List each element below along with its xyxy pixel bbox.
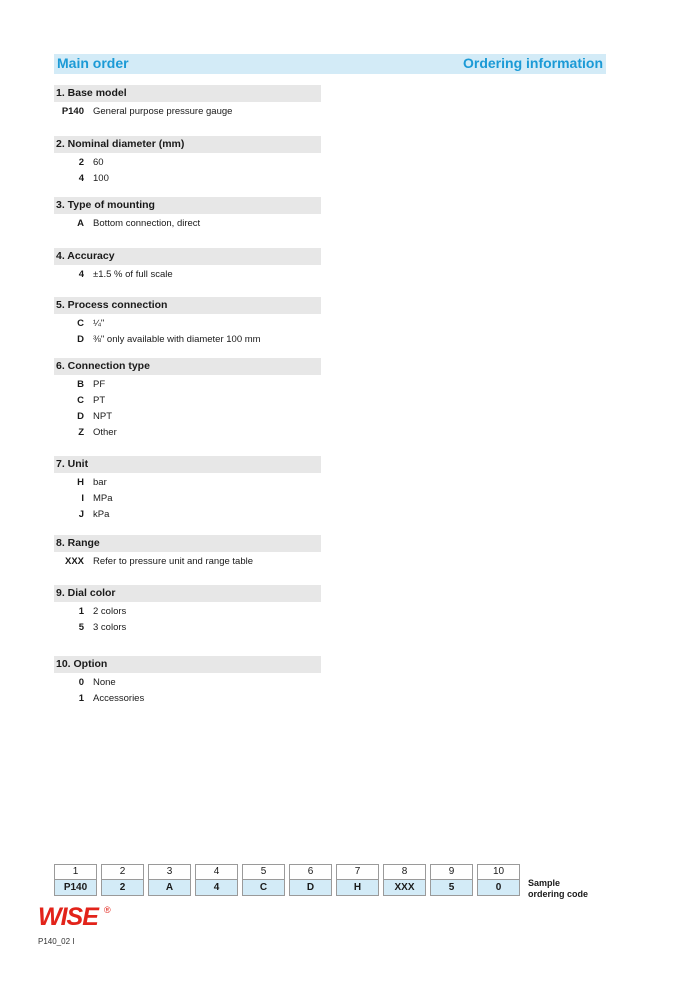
list-item [54,409,321,425]
section-connection-type [54,358,321,441]
section-title: 1. Base model [54,85,321,102]
section-unit [54,456,321,523]
option-code: B [77,379,84,390]
code-position: 1 [54,864,97,880]
list-item [54,104,321,120]
option-code: 1 [78,606,84,617]
code-column [54,864,97,896]
option-description: Accessories [93,693,145,704]
code-column [148,864,191,896]
code-column [336,864,379,896]
option-description: bar [93,477,107,488]
code-column [195,864,238,896]
option-code: A [77,218,84,229]
option-description: Bottom connection, direct [93,218,201,229]
section-title: 8. Range [54,535,321,552]
code-position: 3 [148,864,191,880]
section-accuracy [54,248,321,283]
option-code: C [77,318,84,329]
list-item [54,691,321,707]
list-item [54,171,321,187]
section-dial-color [54,585,321,636]
list-item [54,425,321,441]
option-description: 100 [93,173,109,184]
option-code: C [77,395,84,406]
code-column [477,864,520,896]
code-value: P140 [54,880,97,896]
ordering-information-title: Ordering information [463,55,603,71]
option-description: 60 [93,157,104,168]
list-item [54,267,321,283]
option-code: 4 [78,269,84,280]
main-order-header [54,54,606,74]
option-code: D [77,334,84,345]
section-base-model [54,85,321,120]
code-column [289,864,332,896]
list-item [54,216,321,232]
section-range [54,535,321,570]
option-description: Other [93,427,117,438]
list-item [54,491,321,507]
section-title: 2. Nominal diameter (mm) [54,136,321,153]
code-value: A [148,880,191,896]
sample-ordering-code-label [528,878,608,900]
section-title: 5. Process connection [54,297,321,314]
wise-logo [38,903,111,932]
list-item [54,316,321,332]
code-position: 4 [195,864,238,880]
section-title: 6. Connection type [54,358,321,375]
option-code: J [78,509,84,520]
option-code: Z [78,427,84,438]
section-option [54,656,321,707]
option-code: 5 [78,622,84,633]
option-description: 3 colors [93,622,127,633]
list-item [54,675,321,691]
code-value: 4 [195,880,238,896]
option-description: 2 colors [93,606,127,617]
option-description: MPa [93,493,113,504]
code-value: D [289,880,332,896]
section-title: 4. Accuracy [54,248,321,265]
option-code: H [77,477,84,488]
option-code: XXX [64,556,84,567]
code-value: 5 [430,880,473,896]
main-order-title: Main order [57,55,129,71]
section-nominal-diameter [54,136,321,187]
code-value: H [336,880,379,896]
list-item [54,393,321,409]
section-title: 10. Option [54,656,321,673]
code-position: 6 [289,864,332,880]
option-code: P140 [61,106,84,117]
option-code: I [81,493,84,504]
section-type-of-mounting [54,197,321,232]
option-description: General purpose pressure gauge [93,106,233,117]
option-description: ±1.5 % of full scale [93,269,173,280]
code-column [383,864,426,896]
code-position: 7 [336,864,379,880]
option-description: None [93,677,116,688]
list-item [54,475,321,491]
section-process-connection [54,297,321,348]
code-value: XXX [383,880,426,896]
sample-label-line1: Sample [528,878,561,888]
page-code: P140_02 I [38,937,75,946]
list-item [54,332,321,348]
code-value: 0 [477,880,520,896]
code-position: 8 [383,864,426,880]
option-description: PT [93,395,106,406]
code-position: 2 [101,864,144,880]
list-item [54,554,321,570]
section-title: 3. Type of mounting [54,197,321,214]
option-description: Refer to pressure unit and range table [93,556,254,567]
option-code: D [77,411,84,422]
code-value: C [242,880,285,896]
code-column [101,864,144,896]
option-code: 0 [78,677,84,688]
option-description: kPa [93,509,110,520]
code-column [242,864,285,896]
list-item [54,507,321,523]
option-code: 2 [78,157,84,168]
option-description: ¼" [93,318,105,329]
sample-label-line2: ordering code [528,889,589,899]
code-position: 5 [242,864,285,880]
option-description: NPT [93,411,112,422]
code-value: 2 [101,880,144,896]
option-code: 4 [78,173,84,184]
section-title: 9. Dial color [54,585,321,602]
list-item [54,620,321,636]
code-position: 10 [477,864,520,880]
list-item [54,377,321,393]
option-description: ⅜" only available with diameter 100 mm [93,334,261,345]
list-item [54,604,321,620]
code-position: 9 [430,864,473,880]
section-title: 7. Unit [54,456,321,473]
registered-mark: ® [104,905,111,915]
wise-logo-text: WISE [38,903,98,931]
list-item [54,155,321,171]
option-description: PF [93,379,106,390]
option-code: 1 [78,693,84,704]
code-column [430,864,473,896]
